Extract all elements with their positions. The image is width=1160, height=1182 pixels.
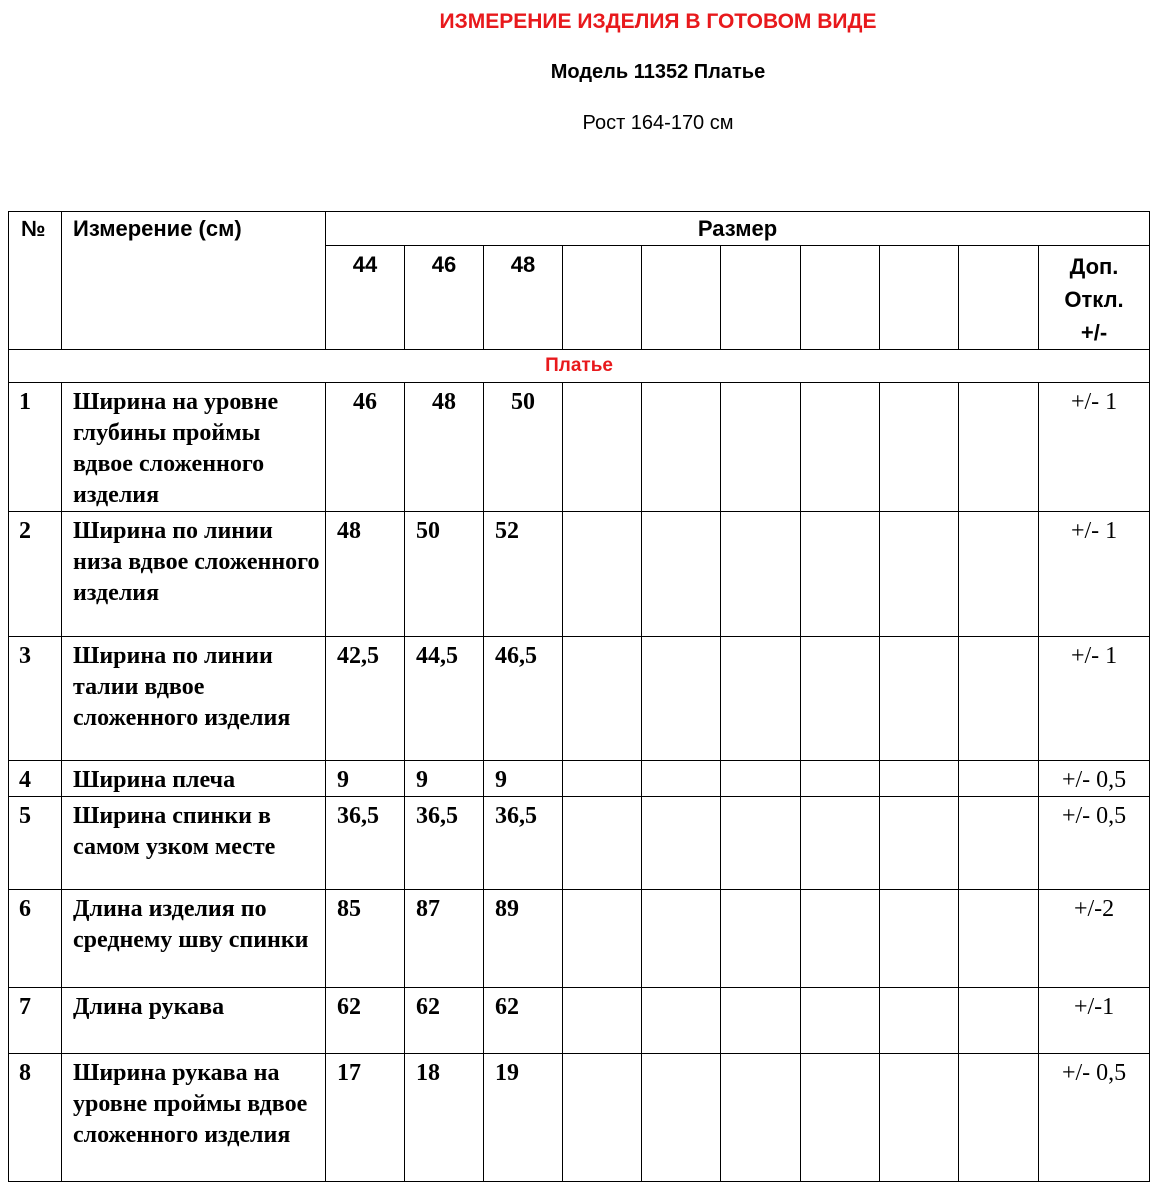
empty-cell	[959, 246, 1039, 350]
size-value: 19	[484, 1054, 563, 1182]
empty-cell	[642, 988, 721, 1054]
tolerance-value: +/-2	[1039, 890, 1150, 988]
empty-cell	[642, 1054, 721, 1182]
row-number: 5	[9, 797, 62, 890]
empty-cell	[880, 988, 959, 1054]
empty-cell	[801, 761, 880, 797]
empty-cell	[959, 383, 1039, 512]
tolerance-header-line: +/-	[1080, 320, 1108, 345]
empty-cell	[801, 988, 880, 1054]
empty-cell	[721, 383, 801, 512]
empty-cell	[721, 246, 801, 350]
size-value: 85	[326, 890, 405, 988]
size-value: 9	[326, 761, 405, 797]
empty-cell	[642, 761, 721, 797]
empty-cell	[721, 512, 801, 637]
tolerance-header-line: Доп.	[1069, 254, 1119, 279]
size-value: 87	[405, 890, 484, 988]
size-value: 62	[326, 988, 405, 1054]
column-header-tolerance	[1039, 246, 1150, 350]
empty-cell	[642, 890, 721, 988]
row-number: 8	[9, 1054, 62, 1182]
empty-cell	[721, 1054, 801, 1182]
empty-cell	[959, 512, 1039, 637]
size-value: 9	[405, 761, 484, 797]
empty-cell	[563, 637, 642, 761]
empty-cell	[959, 890, 1039, 988]
empty-cell	[880, 1054, 959, 1182]
size-value: 50	[484, 383, 563, 512]
empty-cell	[642, 797, 721, 890]
section-row	[9, 350, 1150, 383]
size-header: 44	[326, 246, 405, 350]
empty-cell	[801, 890, 880, 988]
empty-cell	[880, 761, 959, 797]
empty-cell	[563, 890, 642, 988]
empty-cell	[959, 761, 1039, 797]
size-value: 50	[405, 512, 484, 637]
header-row	[9, 212, 1150, 246]
empty-cell	[801, 512, 880, 637]
size-value: 44,5	[405, 637, 484, 761]
tolerance-value: +/- 0,5	[1039, 1054, 1150, 1182]
empty-cell	[721, 797, 801, 890]
measurement-table	[8, 211, 1150, 1182]
empty-cell	[563, 761, 642, 797]
row-number: 6	[9, 890, 62, 988]
size-value: 48	[326, 512, 405, 637]
empty-cell	[880, 383, 959, 512]
empty-cell	[959, 988, 1039, 1054]
size-header: 46	[405, 246, 484, 350]
empty-cell	[801, 1054, 880, 1182]
table-row	[9, 1054, 1150, 1182]
table-row	[9, 383, 1150, 512]
empty-cell	[563, 246, 642, 350]
table-row	[9, 637, 1150, 761]
empty-cell	[801, 383, 880, 512]
tolerance-header-line: Откл.	[1064, 287, 1124, 312]
table-row	[9, 890, 1150, 988]
row-number: 7	[9, 988, 62, 1054]
empty-cell	[801, 637, 880, 761]
size-value: 36,5	[326, 797, 405, 890]
measurement-name: Ширина по линии талии вдвое сложенного изделия	[62, 637, 326, 761]
measurement-name: Ширина на уровне глубины проймы вдвое сложенного изделия	[62, 383, 326, 512]
column-header-size: Размер	[326, 212, 1150, 246]
height-range: Рост 164-170 см	[582, 112, 734, 134]
measurement-name: Длина изделия по среднему шву спинки	[62, 890, 326, 988]
row-number: 1	[9, 383, 62, 512]
size-header: 48	[484, 246, 563, 350]
tolerance-value: +/- 0,5	[1039, 761, 1150, 797]
empty-cell	[721, 761, 801, 797]
empty-cell	[642, 246, 721, 350]
measurement-name: Ширина по линии низа вдвое сложенного изделия	[62, 512, 326, 637]
empty-cell	[563, 797, 642, 890]
size-value: 52	[484, 512, 563, 637]
empty-cell	[563, 1054, 642, 1182]
empty-cell	[880, 512, 959, 637]
size-value: 89	[484, 890, 563, 988]
empty-cell	[959, 637, 1039, 761]
empty-cell	[642, 637, 721, 761]
tolerance-value: +/-1	[1039, 988, 1150, 1054]
size-value: 48	[405, 383, 484, 512]
table-row	[9, 512, 1150, 637]
table-row	[9, 797, 1150, 890]
empty-cell	[563, 988, 642, 1054]
size-value: 36,5	[405, 797, 484, 890]
empty-cell	[642, 512, 721, 637]
document-title: ИЗМЕРЕНИЕ ИЗДЕЛИЯ В ГОТОВОМ ВИДЕ	[439, 10, 877, 33]
size-value: 62	[484, 988, 563, 1054]
empty-cell	[959, 1054, 1039, 1182]
size-value: 42,5	[326, 637, 405, 761]
measurement-name: Ширина рукава на уровне проймы вдвое сложенного изделия	[62, 1054, 326, 1182]
size-value: 46	[326, 383, 405, 512]
empty-cell	[959, 797, 1039, 890]
column-header-measurement: Измерение (см)	[62, 212, 326, 350]
tolerance-value: +/- 1	[1039, 637, 1150, 761]
empty-cell	[880, 637, 959, 761]
empty-cell	[880, 890, 959, 988]
empty-cell	[801, 797, 880, 890]
tolerance-value: +/- 0,5	[1039, 797, 1150, 890]
tolerance-value: +/- 1	[1039, 383, 1150, 512]
row-number: 3	[9, 637, 62, 761]
measurement-name: Ширина спинки в самом узком месте	[62, 797, 326, 890]
measurement-name: Длина рукава	[62, 988, 326, 1054]
size-value: 46,5	[484, 637, 563, 761]
column-header-number: №	[9, 212, 62, 350]
row-number: 2	[9, 512, 62, 637]
empty-cell	[880, 246, 959, 350]
section-title: Платье	[9, 350, 1150, 383]
model-name: Модель 11352 Платье	[550, 61, 766, 83]
empty-cell	[642, 383, 721, 512]
size-value: 17	[326, 1054, 405, 1182]
empty-cell	[880, 797, 959, 890]
table-row	[9, 761, 1150, 797]
empty-cell	[563, 383, 642, 512]
empty-cell	[721, 890, 801, 988]
size-value: 62	[405, 988, 484, 1054]
empty-cell	[721, 637, 801, 761]
empty-cell	[721, 988, 801, 1054]
tolerance-value: +/- 1	[1039, 512, 1150, 637]
measurement-name: Ширина плеча	[62, 761, 326, 797]
size-value: 9	[484, 761, 563, 797]
empty-cell	[563, 512, 642, 637]
size-value: 36,5	[484, 797, 563, 890]
table-row	[9, 988, 1150, 1054]
empty-cell	[801, 246, 880, 350]
size-value: 18	[405, 1054, 484, 1182]
row-number: 4	[9, 761, 62, 797]
